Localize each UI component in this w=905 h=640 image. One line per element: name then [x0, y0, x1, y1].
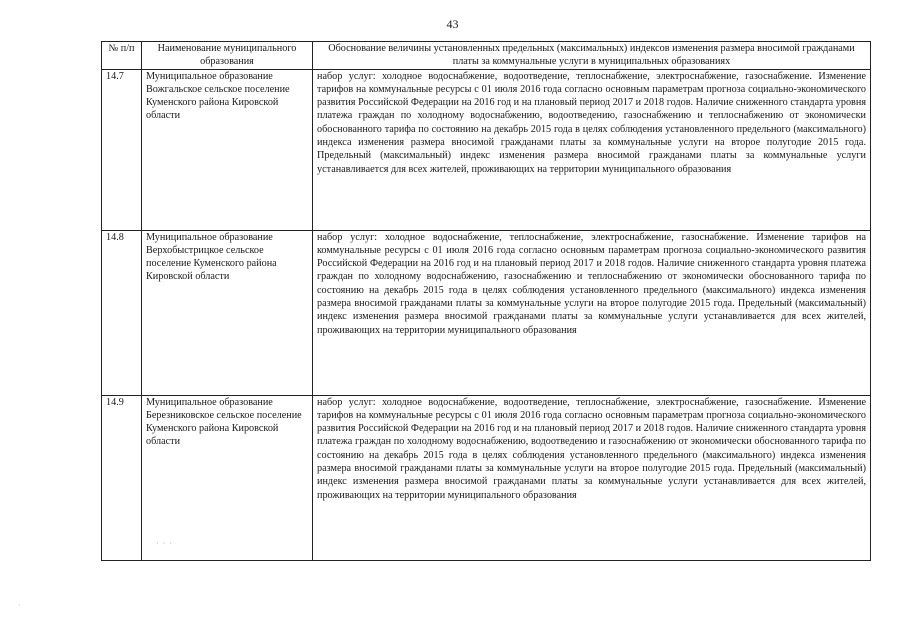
justification-text: набор услуг: холодное водоснабжение, теплоснабжение, электроснабжение, газоснабжение. Изменение тарифов на коммунальные ресурсы с 01 июля 2016 года согласно основным параметрам прогноза социально-экономического развития Российской Федерации на 2016 год и на плановый период 2017 и 2018 годов. Наличие сниженного стандарта уровня платежа граждан по холодному водоснабжению, газоснабжению и теплоснабжению от экономически обоснованного тарифа по состоянию на декабрь 2015 года в целях соблюдения установленного предельного (максимального) индекса изменения размера вносимой гражданами платы за коммунальные услуги на второе полугодие 2015 года. Предельный (максимальный) индекс изменения размера вносимой гражданами платы за коммунальные услуги устанавливается для всех жителей, проживающих на территории муниципального образования [313, 230, 871, 395]
header-justification: Обоснование величины установленных предельных (максимальных) индексов изменения размера вносимой гражданами платы за коммунальные услуги в муниципальных образованиях [313, 42, 871, 70]
row-number: 14.9 [102, 395, 142, 560]
header-number: № п/п [102, 42, 142, 70]
municipality-name-text: Муниципальное образование Березниковское сельское поселение Куменского района Кировской области [146, 396, 302, 448]
scan-artifact: · · · [156, 538, 173, 548]
justification-text: набор услуг: холодное водоснабжение, водоотведение, теплоснабжение, электроснабжение, газоснабжение. Изменение тарифов на коммунальные ресурсы с 01 июля 2016 года согласно основным параметрам прогноза социально-экономического развития Российской Федерации на 2016 год и на плановый период 2017 и 2018 годов. Наличие сниженного стандарта уровня платежа граждан по холодному водоснабжению, водоотведению и газоснабжению от экономически обоснованного тарифа по состоянию на декабрь 2015 года в целях соблюдения установленного предельного (максимального) индекса изменения размера вносимой гражданами платы за коммунальные услуги на второе полугодие 2015 года. Предельный (максимальный) индекс изменения размера вносимой гражданами платы за коммунальные услуги устанавливается для всех жителей, проживающих на территории муниципального образования [313, 395, 871, 560]
header-municipality-name: Наименование муниципального образования [142, 42, 313, 70]
scan-artifact: · [18, 600, 21, 610]
municipality-name: Муниципальное образование Вожгальское сельское поселение Куменского района Кировской области [142, 69, 313, 230]
page-number: 43 [446, 17, 459, 31]
municipality-name: Муниципальное образование Верхобыстрицкое сельское поселение Куменского района Кировской области [142, 230, 313, 395]
table-row [102, 230, 871, 395]
table-row [102, 395, 871, 560]
table-row [102, 69, 871, 230]
row-number: 14.7 [102, 69, 142, 230]
table-header-row [102, 42, 871, 70]
row-number: 14.8 [102, 230, 142, 395]
municipality-name [142, 395, 313, 560]
municipal-index-table [101, 41, 871, 561]
justification-text: набор услуг: холодное водоснабжение, водоотведение, теплоснабжение, электроснабжение, газоснабжение. Изменение тарифов на коммунальные ресурсы с 01 июля 2016 года согласно основным параметрам прогноза социально-экономического развития Российской Федерации на 2016 год и на плановый период 2017 и 2018 годов. Наличие сниженного стандарта уровня платежа граждан по холодному водоснабжению, водоотведению, газоснабжению и теплоснабжению от экономически обоснованного тарифа по состоянию на декабрь 2015 года в целях соблюдения установленного предельного (максимального) индекса изменения размера вносимой гражданами платы за коммунальные услуги на второе полугодие 2015 года. Предельный (максимальный) индекс изменения размера вносимой гражданами платы за коммунальные услуги устанавливается для всех жителей, проживающих на территории муниципального образования [313, 69, 871, 230]
